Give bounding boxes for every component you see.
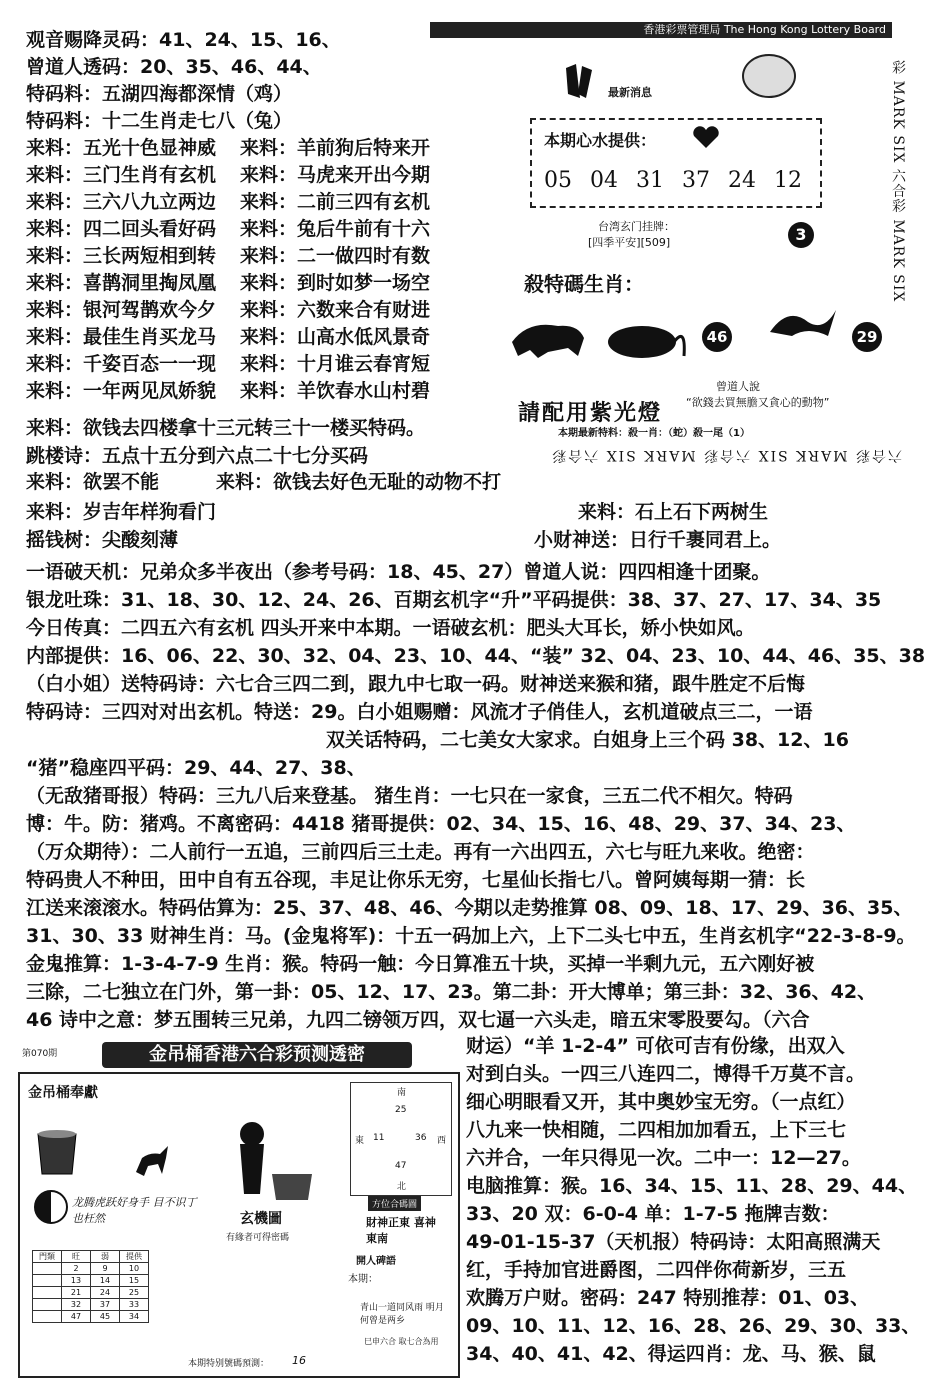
body-line-5: 特码诗：三四对对出玄机。特送：29。白小姐赐赠：风流才子俏佳人，玄机道破点三二，一语 [26, 701, 813, 723]
right-block-line-9: 欢腾万户财。密码：247 特别推荐：01、03、 [466, 1287, 870, 1309]
open-title: 開人碑語 [356, 1256, 396, 1267]
right-block-line-11: 34、40、41、42、得运四肖：龙、马、猴、鼠 [466, 1343, 876, 1365]
table-cell: 32 [62, 1299, 91, 1311]
right-block-line-2: 细心明眼看又开，其中奥妙宝无穷。（一点红） [466, 1091, 856, 1113]
rat-icon [598, 316, 688, 362]
body-line-15: 三除，二七独立在门外，第一卦：05、12、17、23。第二卦：开大博单；第三卦：32、36、42、 [26, 981, 877, 1003]
left-line-2: 特码料：五湖四海都深情（鸡） [26, 83, 293, 105]
left-line-7: 来料：四二回头看好码 [26, 218, 217, 240]
left-line-0: 观音赐降灵码：41、24、15、16、 [26, 29, 341, 51]
mid-line-1: 跳楼诗：五点十五分到六点二十七分买码 [26, 445, 369, 467]
left-line-9: 来料：喜鹊洞里掏凤凰 [26, 272, 217, 294]
table-cell [33, 1263, 62, 1275]
table-cell [33, 1287, 62, 1299]
lower-ad [18, 1042, 462, 1380]
heart-label: 本期心水提供： [544, 131, 657, 150]
compass-west: 西 [437, 1136, 447, 1146]
body-line-1: 银龙吐珠：31、18、30、12、24、26、百期玄机字“升”平码提供：38、37、27、17、34、35 [26, 589, 882, 611]
table-cell [33, 1275, 62, 1287]
right-line-7: 来料：山高水低风景奇 [240, 326, 431, 348]
right-line-0: 来料：羊前狗后特来开 [240, 137, 431, 159]
ad-header: 香港彩票管理局 The Hong Kong Lottery Board [430, 22, 892, 38]
mid-line-6: 摇钱树：尖酸刻薄 [26, 529, 179, 551]
taiwan-value: [四季平安][509] [588, 236, 671, 249]
bucket-icon [34, 1128, 80, 1178]
latest-tip: 本期最新特料：殺一肖：（蛇）殺一尾（1） [558, 428, 750, 439]
left-line-4: 来料：五光十色显神威 [26, 137, 217, 159]
quote-text: “欲錢去買無膽又貪心的動物” [686, 396, 830, 409]
table-cell: 24 [91, 1287, 120, 1299]
table-cell: 10 [120, 1263, 149, 1275]
body-line-8: （无敌猪哥报）特码：三九八后来登基。 猪生肖：一七只在一家食，三五二代不相欠。特码 [26, 785, 793, 807]
slogan: 請配用紫光燈 [518, 400, 663, 426]
right-block-line-5: 电脑推算：猴。16、34、15、11、28、29、44、 [466, 1175, 918, 1197]
table-cell: 37 [91, 1299, 120, 1311]
table-row [33, 1275, 149, 1287]
right-line-1: 来料：马虎来开出今期 [240, 164, 431, 186]
mark-six-side-strip: 彩 MARK SIX 六合彩 MARK SIX [890, 60, 906, 303]
compass-north: 北 [397, 1182, 407, 1192]
body-line-12: 江送来滚滚水。特码估算为：25、37、48、46、今期以走势推算 08、09、18、17、29、36、35、 [26, 897, 913, 919]
mark-six-logo-icon [742, 54, 796, 98]
right-block-line-1: 对到白头。一四三八连四二，博得千万莫不言。 [466, 1063, 866, 1085]
heart-number-4: 24 [728, 168, 756, 193]
compass-num-1: 11 [373, 1133, 385, 1143]
left-line-5: 来料：三门生肖有玄机 [26, 164, 217, 186]
heart-icon [692, 126, 720, 150]
issue-label: 第070期 [22, 1049, 58, 1059]
table-cell: 25 [120, 1287, 149, 1299]
body-line-13: 31、30、33 财神生肖：马。(金鬼将军)：十五一码加上六，上下二头七中五，生肖玄机字“22-3-8-9。 [26, 925, 916, 947]
table-cell: 34 [120, 1311, 149, 1323]
ball-46: 46 [702, 322, 732, 352]
compass-east: 東 [355, 1136, 365, 1146]
compass-num-3: 47 [395, 1161, 407, 1171]
left-line-12: 来料：千姿百态一一现 [26, 353, 217, 375]
xuanji-figure-icon [212, 1114, 322, 1204]
left-line-11: 来料：最佳生肖买龙马 [26, 326, 217, 348]
mid-line-5: 来料：石上石下两树生 [578, 501, 769, 523]
table-row [33, 1263, 149, 1275]
table-cell [33, 1299, 62, 1311]
horse-icon [132, 1144, 172, 1178]
table-cell: 45 [91, 1311, 120, 1323]
heart-number-box [530, 118, 822, 208]
right-block-line-7: 49-01-15-37（天机报）特码诗：太阳高照满天 [466, 1231, 881, 1253]
motto: 龙腾虎跃好身手 目不识丁也枉然 [72, 1196, 197, 1225]
body-line-6: 双关话特码，二七美女大家求。白姐身上三个码 38、12、16 [326, 729, 849, 751]
news-label: 最新消息 [608, 86, 652, 99]
table-head-cell: 弱 [91, 1251, 120, 1263]
table-cell [33, 1311, 62, 1323]
right-line-4: 来料：二一做四时有数 [240, 245, 431, 267]
table-row [33, 1287, 149, 1299]
right-line-5: 来料：到时如梦一场空 [240, 272, 431, 294]
body-line-4: （白小姐）送特码诗：六七合三四二到，跟九中七取一码。财神送来猴和猪，跟牛胜定不后悔 [26, 673, 806, 695]
body-line-16: 46 诗中之意：梦五围转三兄弟，九四二镑领万四，双七逼一六头走，暗五宋零股要勾。（六合 [26, 1009, 810, 1031]
mid-line-2: 来料：欲罢不能 [26, 471, 160, 493]
dragon-icon [768, 302, 838, 342]
compass-south: 南 [397, 1088, 407, 1098]
body-line-11: 特码贵人不种田，田中自有五谷现，丰足让你乐无穷，七星仙长指七八。曾阿姨每期一猜：长 [26, 869, 806, 891]
body-line-7: “猪”稳座四平码：29、44、27、38、 [26, 757, 366, 779]
mark-six-strip: 六合彩 MARK SIX 六合彩 MARK SIX 六合彩 [550, 447, 902, 463]
poem-sub: 巳申六合 取七合為用 [364, 1337, 439, 1346]
table-row [33, 1311, 149, 1323]
taiwan-label: 台湾玄门挂牌： [598, 220, 675, 233]
body-line-9: 博：牛。防：猪鸡。不离密码：4418 猪哥提供：02、34、15、16、48、29、37、34、23、 [26, 813, 856, 835]
table-cell: 33 [120, 1299, 149, 1311]
xuanji-label: 玄機圖 [240, 1211, 282, 1227]
heart-number-0: 05 [544, 168, 572, 193]
body-line-10: （万众期待）：二人前行一五追，三前四后三土走。再有一六出四五，六七与旺九来收。绝密： [26, 841, 815, 863]
table-head-cell: 旺 [62, 1251, 91, 1263]
left-line-6: 来料：三六八九立两边 [26, 191, 217, 213]
body-line-3: 内部提供：16、06、22、30、32、04、23、10、44、“装” 32、04、23、10、44、46、35、38 [26, 645, 926, 667]
compass-num-2: 36 [415, 1133, 427, 1143]
direction-label: 方位合碼圖 [368, 1196, 421, 1211]
right-block-line-10: 09、10、11、12、16、28、26、29、30、33、 [466, 1315, 921, 1337]
left-line-8: 来料：三长两短相到转 [26, 245, 217, 267]
mid-line-3: 来料：欲钱去好色无耻的动物不打 [216, 471, 502, 493]
table-row [33, 1299, 149, 1311]
heart-number-2: 31 [636, 168, 664, 193]
lottery-logo-icon [564, 62, 594, 102]
left-line-13: 来料：一年两见凤娇貌 [26, 380, 217, 402]
kill-zodiac-title: 殺特碼生肖： [524, 272, 644, 296]
bottom-val: 16 [292, 1354, 306, 1367]
right-line-3: 来料：兔后牛前有十六 [240, 218, 431, 240]
heart-number-5: 12 [774, 168, 802, 193]
brand-label: 金吊桶奉獻 [28, 1085, 98, 1101]
open-issue: 本期： [348, 1274, 378, 1285]
body-line-2: 今日传真：二四五六有玄机 四头开来中本期。一语破玄机：肥头大耳长，娇小快如风。 [26, 617, 755, 639]
table-cell: 13 [62, 1275, 91, 1287]
compass [350, 1082, 452, 1196]
table-cell: 2 [62, 1263, 91, 1275]
table-cell: 21 [62, 1287, 91, 1299]
right-block-line-8: 红，手持加官进爵图，二四伴你荷新岁，三五 [466, 1259, 847, 1281]
yinyang-icon [34, 1190, 68, 1224]
quote-author: 曾道人說 [716, 380, 760, 393]
right-line-2: 来料：二前三四有玄机 [240, 191, 431, 213]
right-block-line-6: 33、20 双：6-0-4 单：1-7-5 拖牌吉数： [466, 1203, 840, 1225]
mid-line-7: 小财神送：日行千裹同君上。 [534, 529, 782, 551]
compass-num-0: 25 [395, 1105, 407, 1115]
mid-line-4: 来料：岁吉年样狗看门 [26, 501, 217, 523]
ball-29: 29 [852, 322, 882, 352]
mid-line-0: 来料：欲钱去四楼拿十三元转三十一楼买特码。 [26, 417, 426, 439]
left-line-1: 曾道人透码：20、35、46、44、 [26, 56, 322, 78]
right-block-line-0: 财运）“羊 1-2-4” 可依可吉有份缘，出双入 [466, 1035, 845, 1057]
zodiac-table [32, 1250, 149, 1323]
right-line-6: 来料：六数来合有财进 [240, 299, 431, 321]
heart-number-3: 37 [682, 168, 710, 193]
poem: 青山一道同风雨 明月何曾是两乡 [360, 1303, 444, 1326]
table-cell: 47 [62, 1311, 91, 1323]
right-block-line-4: 六并合，一年只得见一次。二中一：12—27。 [466, 1147, 861, 1169]
body-line-0: 一语破天机：兄弟众多半夜出（参考号码：18、45、27）曾道人说：四四相逢十团聚。 [26, 561, 771, 583]
xuanji-sub: 有緣者可得密碼 [226, 1233, 290, 1243]
left-line-3: 特码料：十二生肖走七八（兔） [26, 110, 293, 132]
ball-3: 3 [788, 222, 814, 248]
table-cell: 15 [120, 1275, 149, 1287]
table-head-cell: 門類 [33, 1251, 62, 1263]
lower-ad-frame [18, 1072, 460, 1378]
table-cell: 9 [91, 1263, 120, 1275]
lottery-ad-panel [428, 22, 898, 442]
fortune-label: 財神正東 喜神東南 [366, 1216, 436, 1245]
body-line-14: 金鬼推算：1-3-4-7-9 生肖：猴。特码一触：今日算准五十块，买掉一半剩九元，五六刚好被 [26, 953, 815, 975]
table-cell: 14 [91, 1275, 120, 1287]
left-line-10: 来料：银河驾鹊欢今夕 [26, 299, 217, 321]
table-head-cell: 提供 [120, 1251, 149, 1263]
right-line-9: 来料：羊饮春水山村碧 [240, 380, 431, 402]
lower-ad-title: 金吊桶香港六合彩预测透密 [102, 1042, 412, 1068]
bottom-note: 本期特别號碼預測： [188, 1359, 270, 1369]
heart-number-1: 04 [590, 168, 618, 193]
right-block-line-3: 八九来一快相随，二四相加加看五，上下三七 [466, 1119, 847, 1141]
right-line-8: 来料：十月谁云春宵短 [240, 353, 431, 375]
tiger-icon [508, 312, 588, 362]
